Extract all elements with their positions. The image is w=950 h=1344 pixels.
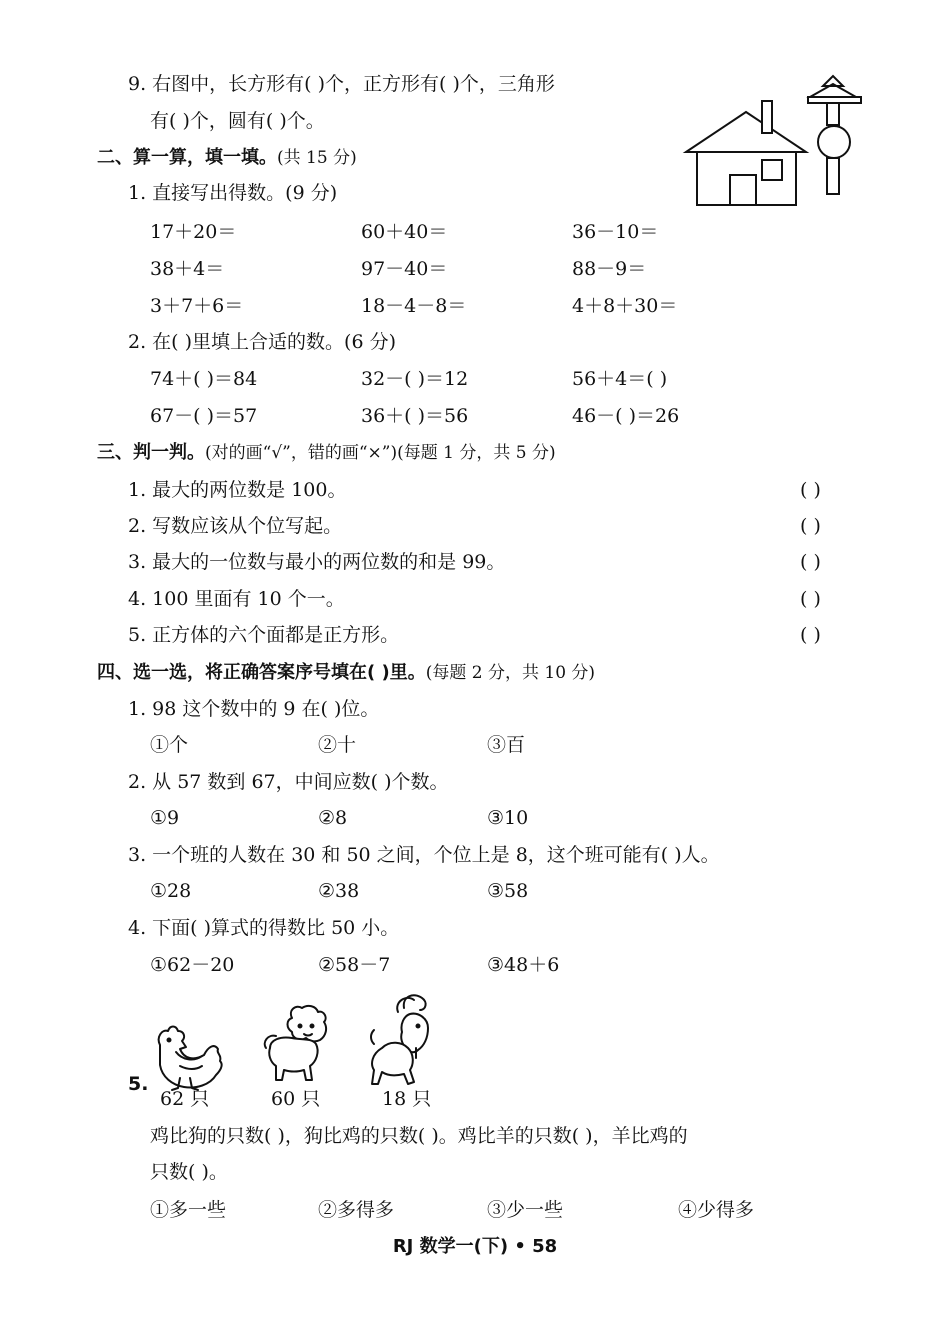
- fill-item: 74＋( )＝84: [150, 368, 258, 390]
- option: ③58: [487, 880, 529, 902]
- calc-item: 17＋20＝: [150, 221, 237, 243]
- judge-answer-paren[interactable]: ( ): [800, 479, 821, 501]
- choice-q5-line2: 只数( )。: [150, 1161, 228, 1183]
- sec2-p1-title: 1. 直接写出得数。(9 分): [128, 182, 338, 204]
- judge-answer-paren[interactable]: ( ): [800, 588, 821, 610]
- fill-item: 46－( )＝26: [572, 405, 680, 427]
- sec4-heading: 四、选一选，将正确答案序号填在( )里。: [97, 662, 426, 683]
- option: ①个: [150, 734, 189, 756]
- option: ②十: [318, 734, 357, 756]
- judge-item: 2. 写数应该从个位写起。: [128, 515, 343, 537]
- option: ②58－7: [318, 954, 391, 976]
- calc-item: 38＋4＝: [150, 258, 225, 280]
- choice-q5-num: 5.: [128, 1073, 149, 1095]
- choice-q2: 2. 从 57 数到 67，中间应数( )个数。: [128, 771, 449, 793]
- q9-line1: 9. 右图中，长方形有( )个，正方形有( )个，三角形: [128, 73, 555, 95]
- option: ③10: [487, 807, 529, 829]
- judge-item: 1. 最大的两位数是 100。: [128, 479, 347, 501]
- judge-answer-paren[interactable]: ( ): [800, 551, 821, 573]
- judge-answer-paren[interactable]: ( ): [800, 624, 821, 646]
- chicken-icon: [159, 1027, 222, 1091]
- option: ①62－20: [150, 954, 235, 976]
- fill-item: 32－( )＝12: [361, 368, 469, 390]
- calc-item: 60＋40＝: [361, 221, 448, 243]
- fill-item: 56＋4＝( ): [572, 368, 668, 390]
- choice-q3: 3. 一个班的人数在 30 和 50 之间，个位上是 8，这个班可能有( )人。: [128, 844, 720, 866]
- calc-item: 88－9＝: [572, 258, 647, 280]
- fill-item: 67－( )＝57: [150, 405, 258, 427]
- choice-q4: 4. 下面( )算式的得数比 50 小。: [128, 917, 400, 939]
- sec3-score: (对的画“√”，错的画“×”)(每题 1 分，共 5 分): [205, 443, 556, 463]
- sec2-p2-title: 2. 在( )里填上合适的数。(6 分): [128, 331, 396, 353]
- option: ①多一些: [150, 1199, 227, 1221]
- choice-q1: 1. 98 这个数中的 9 在( )位。: [128, 698, 380, 720]
- judge-item: 3. 最大的一位数与最小的两位数的和是 99。: [128, 551, 506, 573]
- sec2-heading: 二、算一算，填一填。: [97, 147, 277, 168]
- option: ③48＋6: [487, 954, 560, 976]
- option: ②8: [318, 807, 348, 829]
- judge-item: 4. 100 里面有 10 个一。: [128, 588, 345, 610]
- option: ③少一些: [487, 1199, 564, 1221]
- option: ③百: [487, 734, 526, 756]
- judge-answer-paren[interactable]: ( ): [800, 515, 821, 537]
- sec4-score: (每题 2 分，共 10 分): [425, 663, 596, 683]
- page-footer: RJ 数学一(下) • 58: [392, 1236, 558, 1257]
- calc-item: 18－4－8＝: [361, 295, 467, 317]
- calc-item: 3＋7＋6＝: [150, 295, 244, 317]
- judge-item: 5. 正方体的六个面都是正方形。: [128, 624, 400, 646]
- q9-line2: 有( )个，圆有( )个。: [150, 110, 325, 132]
- option: ②多得多: [318, 1199, 395, 1221]
- calc-item: 4＋8＋30＝: [572, 295, 678, 317]
- calc-item: 36－10＝: [572, 221, 659, 243]
- sec3-heading: 三、判一判。: [97, 442, 205, 463]
- sec2-score: (共 15 分): [277, 148, 357, 168]
- option: ②38: [318, 880, 360, 902]
- option: ①28: [150, 880, 192, 902]
- option: ①9: [150, 807, 180, 829]
- choice-q5-line1: 鸡比狗的只数( )，狗比鸡的只数( )。鸡比羊的只数( )，羊比鸡的: [150, 1125, 688, 1147]
- animal-count-label: 60 只: [271, 1088, 321, 1110]
- option: ④少得多: [678, 1199, 755, 1221]
- goat-icon: [371, 995, 428, 1084]
- dog-icon: [265, 1006, 326, 1080]
- calc-item: 97－40＝: [361, 258, 448, 280]
- fill-item: 36＋( )＝56: [361, 405, 469, 427]
- animal-count-label: 18 只: [382, 1088, 432, 1110]
- animal-count-label: 62 只: [160, 1088, 210, 1110]
